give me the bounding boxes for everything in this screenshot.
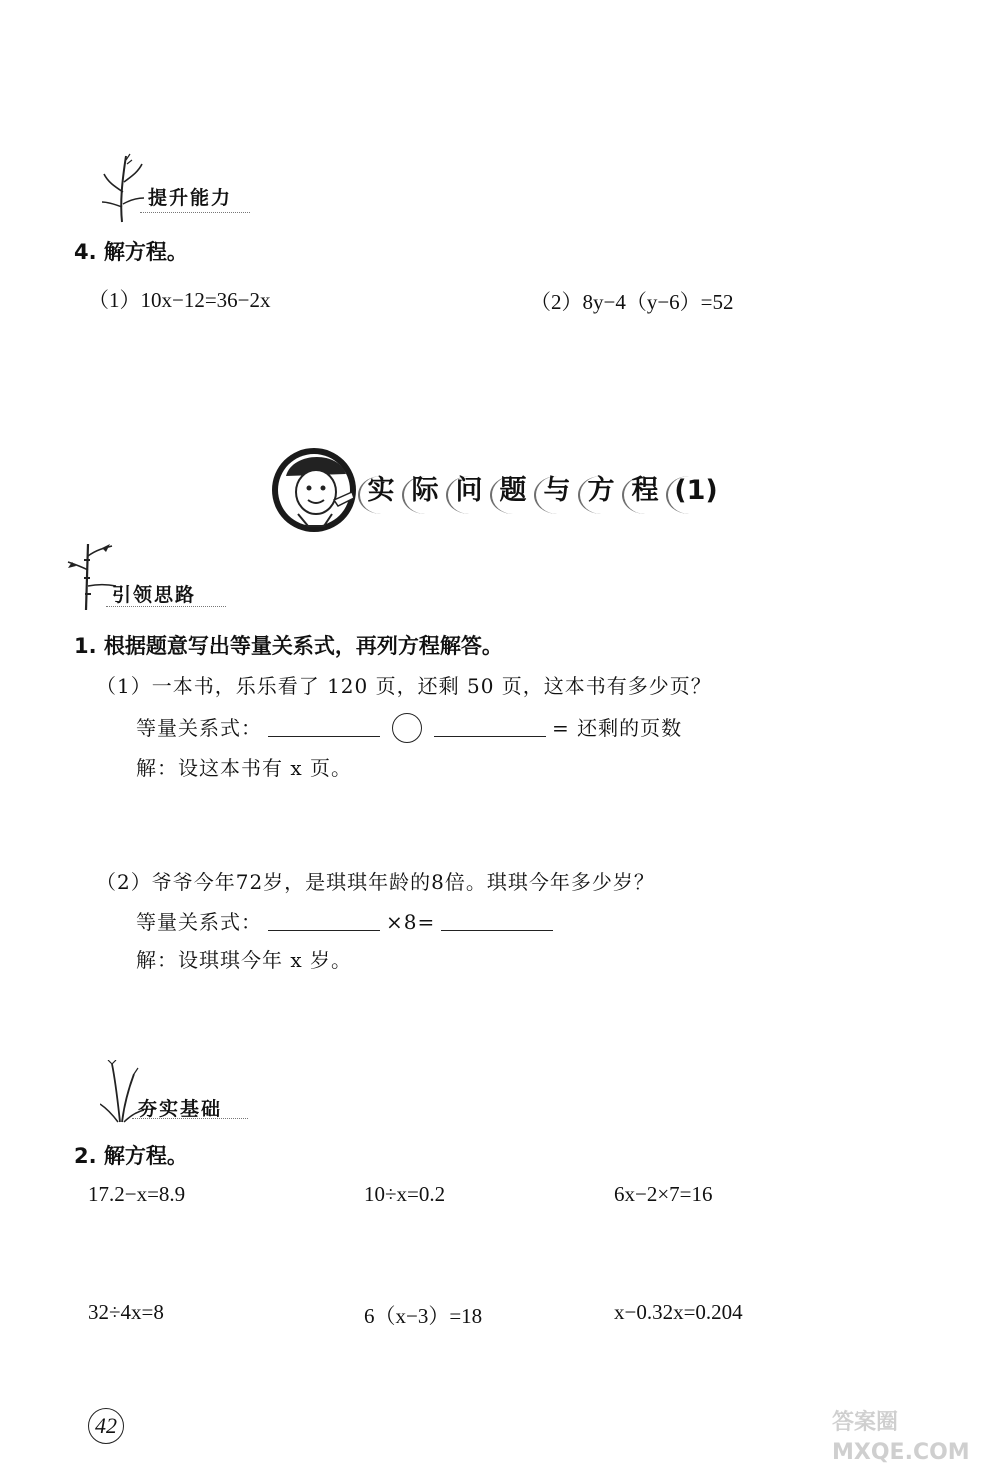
equation-4-1: （1）10x−12=36−2x xyxy=(88,288,271,312)
banner xyxy=(268,440,738,540)
section-label-guide: 引领思路 xyxy=(112,584,197,606)
page-number: 42 xyxy=(88,1408,124,1444)
equation-2-3: 6x−2×7=16 xyxy=(614,1182,713,1206)
equation-2-2: 10÷x=0.2 xyxy=(364,1182,446,1206)
banner-char: 实 xyxy=(364,474,398,508)
question-1-2-text: （2）爷爷今年72岁，是琪琪年龄的8倍。琪琪今年多少岁？ xyxy=(96,870,655,894)
answer-blank[interactable] xyxy=(441,912,553,931)
banner-char: 题 xyxy=(496,474,530,508)
banner-char: (1) xyxy=(672,474,720,508)
section-label-basics: 夯实基础 xyxy=(138,1098,223,1120)
banner-char: 程 xyxy=(628,474,662,508)
banner-char: 问 xyxy=(452,474,486,508)
equation-4-2: （2）8y−4（y−6）=52 xyxy=(530,290,734,314)
watermark xyxy=(832,1408,992,1470)
relation-label: 等量关系式： xyxy=(136,716,262,740)
operator-circle-blank[interactable] xyxy=(392,713,422,743)
banner-char: 际 xyxy=(408,474,442,508)
section-underline xyxy=(106,606,226,607)
banner-title xyxy=(364,474,730,508)
answer-blank[interactable] xyxy=(434,718,546,737)
section-underline xyxy=(132,1118,248,1119)
relation-tail: = 还剩的页数 xyxy=(552,716,683,740)
relation-mid: ×8= xyxy=(386,910,436,934)
answer-blank[interactable] xyxy=(268,718,380,737)
relation-row-2 xyxy=(136,906,559,935)
banner-char: 与 xyxy=(540,474,574,508)
section-label-improve: 提升能力 xyxy=(148,187,233,209)
solution-1-2: 解：设琪琪今年 x 岁。 xyxy=(136,948,352,972)
equation-2-5: 6（x−3）=18 xyxy=(364,1304,483,1328)
equation-2-6: x−0.32x=0.204 xyxy=(614,1300,743,1324)
equation-2-1: 17.2−x=8.9 xyxy=(88,1182,186,1206)
relation-row-1 xyxy=(136,712,682,743)
question-4-title: 4. 解方程。 xyxy=(74,240,188,264)
banner-char: 方 xyxy=(584,474,618,508)
relation-label: 等量关系式： xyxy=(136,910,262,934)
answer-blank[interactable] xyxy=(268,912,380,931)
question-2-title: 2. 解方程。 xyxy=(74,1144,188,1168)
question-1-title: 1. 根据题意写出等量关系式，再列方程解答。 xyxy=(74,634,503,658)
equation-2-4: 32÷4x=8 xyxy=(88,1300,164,1324)
solution-1-1: 解：设这本书有 x 页。 xyxy=(136,756,352,780)
watermark-text: 答案圈 MXQE.COM xyxy=(832,1410,970,1465)
plant-icon xyxy=(100,152,148,224)
cartoon-boy-icon xyxy=(268,440,363,536)
section-underline xyxy=(140,212,250,213)
question-1-1-text: （1）一本书，乐乐看了 120 页，还剩 50 页，这本书有多少页？ xyxy=(96,674,712,698)
